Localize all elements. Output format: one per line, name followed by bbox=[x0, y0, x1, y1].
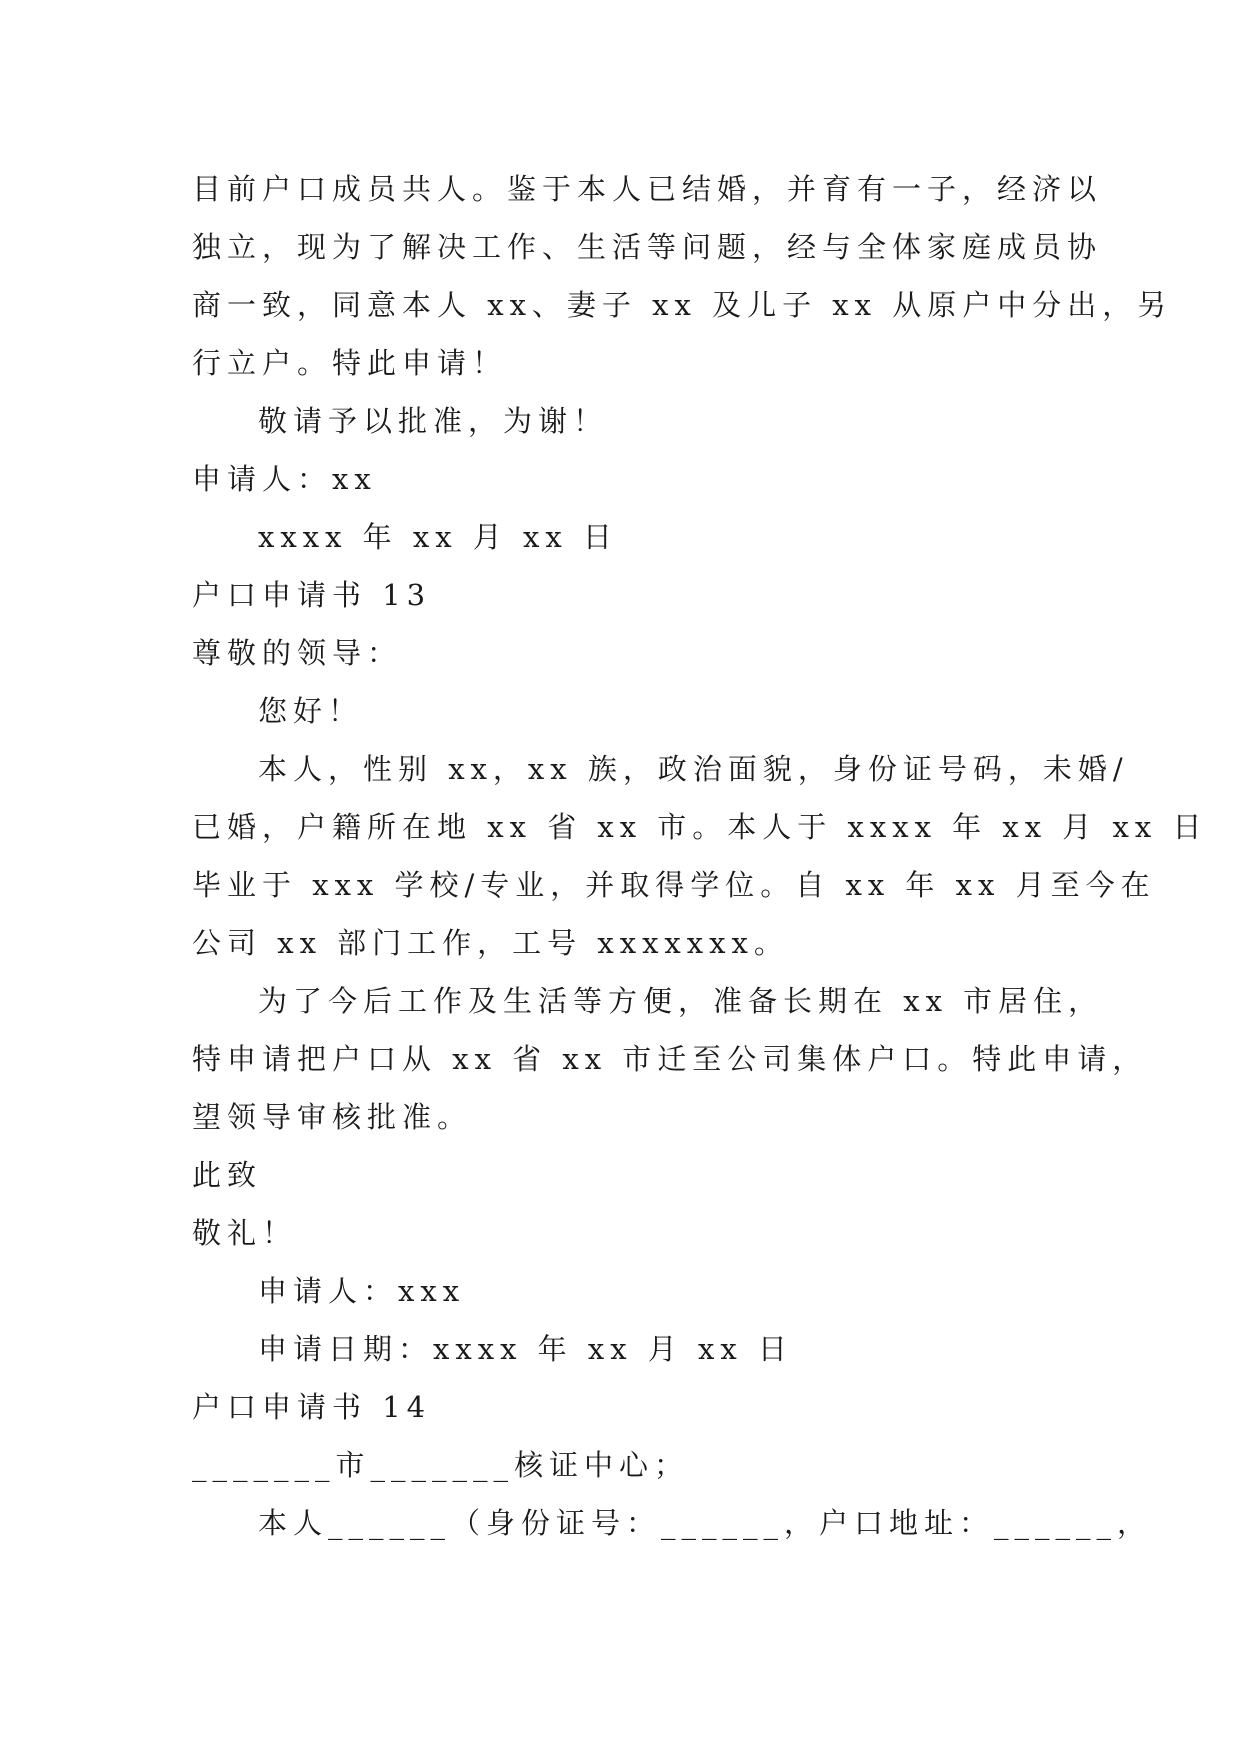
text-line: 目前户口成员共人。鉴于本人已结婚，并育有一子，经济以 bbox=[192, 172, 1103, 206]
text-line: 已婚，户籍所在地 xx 省 xx 市。本人于 xxxx 年 xx 月 xx 日 bbox=[192, 810, 1208, 844]
date-line: xxxx 年 xx 月 xx 日 bbox=[258, 520, 618, 554]
text-line: 公司 xx 部门工作，工号 xxxxxxx。 bbox=[192, 926, 789, 960]
text-line: 望领导审核批准。 bbox=[192, 1100, 473, 1134]
salutation: 尊敬的领导： bbox=[192, 636, 403, 670]
date-line: 申请日期：xxxx 年 xx 月 xx 日 bbox=[258, 1332, 793, 1366]
text-line: 本人，性别 xx，xx 族，政治面貌，身份证号码，未婚/ bbox=[258, 752, 1129, 786]
section-title: 户口申请书 13 bbox=[192, 578, 432, 612]
text-line: 敬请予以批准，为谢！ bbox=[258, 404, 609, 438]
greeting: 您好！ bbox=[258, 694, 364, 728]
document-page bbox=[192, 160, 1208, 1552]
text-line: 毕业于 xxx 学校/专业，并取得学位。自 xx 年 xx 月至今在 bbox=[192, 868, 1156, 902]
text-line: 商一致，同意本人 xx、妻子 xx 及儿子 xx 从原户中分出，另 bbox=[192, 288, 1173, 322]
text-line: 为了今后工作及生活等方便，准备长期在 xx 市居住， bbox=[258, 984, 1104, 1018]
applicant-line: 申请人：xxx bbox=[258, 1274, 466, 1308]
closing-line: 敬礼！ bbox=[192, 1216, 298, 1250]
section-title: 户口申请书 14 bbox=[192, 1390, 432, 1424]
applicant-line: 申请人：xx bbox=[192, 462, 377, 496]
text-line: 特申请把户口从 xx 省 xx 市迁至公司集体户口。特此申请， bbox=[192, 1042, 1148, 1076]
text-line: 行立户。特此申请！ bbox=[192, 346, 508, 380]
text-line: 独立，现为了解决工作、生活等问题，经与全体家庭成员协 bbox=[192, 230, 1103, 264]
addressee-line: _______市_______核证中心； bbox=[192, 1448, 690, 1482]
text-line: 本人______（身份证号：______，户口地址：______， bbox=[258, 1506, 1153, 1540]
closing-line: 此致 bbox=[192, 1158, 263, 1192]
